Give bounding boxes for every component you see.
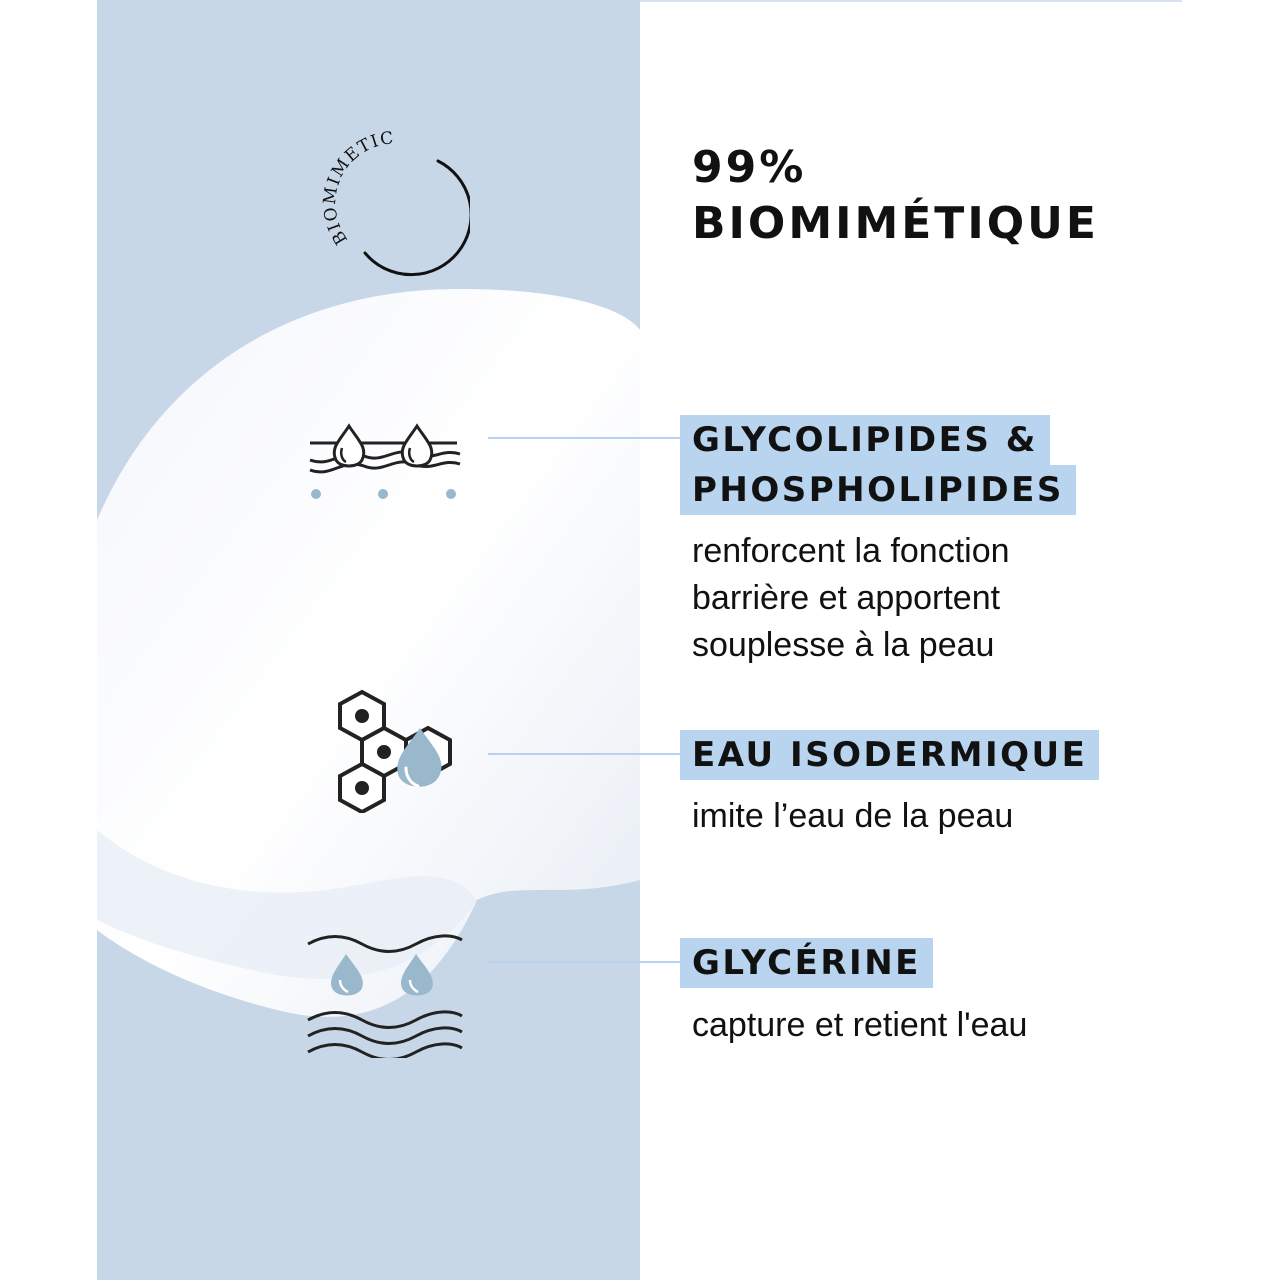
ingredient-title-eau-isodermique [680,730,1099,780]
ingredient-title-line: EAU ISODERMIQUE [680,730,1099,780]
description-line: capture et retient l'eau [692,1006,1028,1044]
connector-line-3 [488,961,680,963]
top-divider [640,0,1182,2]
ingredient-title-line: GLYCÉRINE [680,938,933,988]
description-line: imite l’eau de la peau [692,797,1014,835]
page-title [692,140,1099,252]
ingredient-title-glycolipides [680,415,1076,515]
lipid-barrier-droplets-icon [302,418,467,508]
headline-line-2: BIOMIMÉTIQUE [692,198,1099,249]
ingredient-description-glycerine [692,1002,1027,1049]
description-line: barrière et apportent [692,579,1001,617]
ingredient-title-line: PHOSPHOLIPIDES [680,465,1076,515]
molecule-water-drop-icon [332,688,457,813]
ingredient-description-eau-isodermique [692,793,1013,840]
ingredient-title-glycerine [680,938,933,988]
ingredient-title-line: GLYCOLIPIDES & [680,415,1050,465]
description-line: souplesse à la peau [692,626,995,664]
description-line: renforcent la fonction [692,532,1010,570]
ingredient-description-glycolipides [692,528,1010,669]
badge-text: BIOMIMETIC [320,128,396,248]
connector-line-2 [488,753,680,755]
headline-line-1: 99% [692,142,807,193]
connector-line-1 [488,437,680,439]
waves-droplets-icon [302,928,467,1058]
biomimetic-badge-icon [320,128,470,278]
svg-text:BIOMIMETIC [320,128,396,248]
